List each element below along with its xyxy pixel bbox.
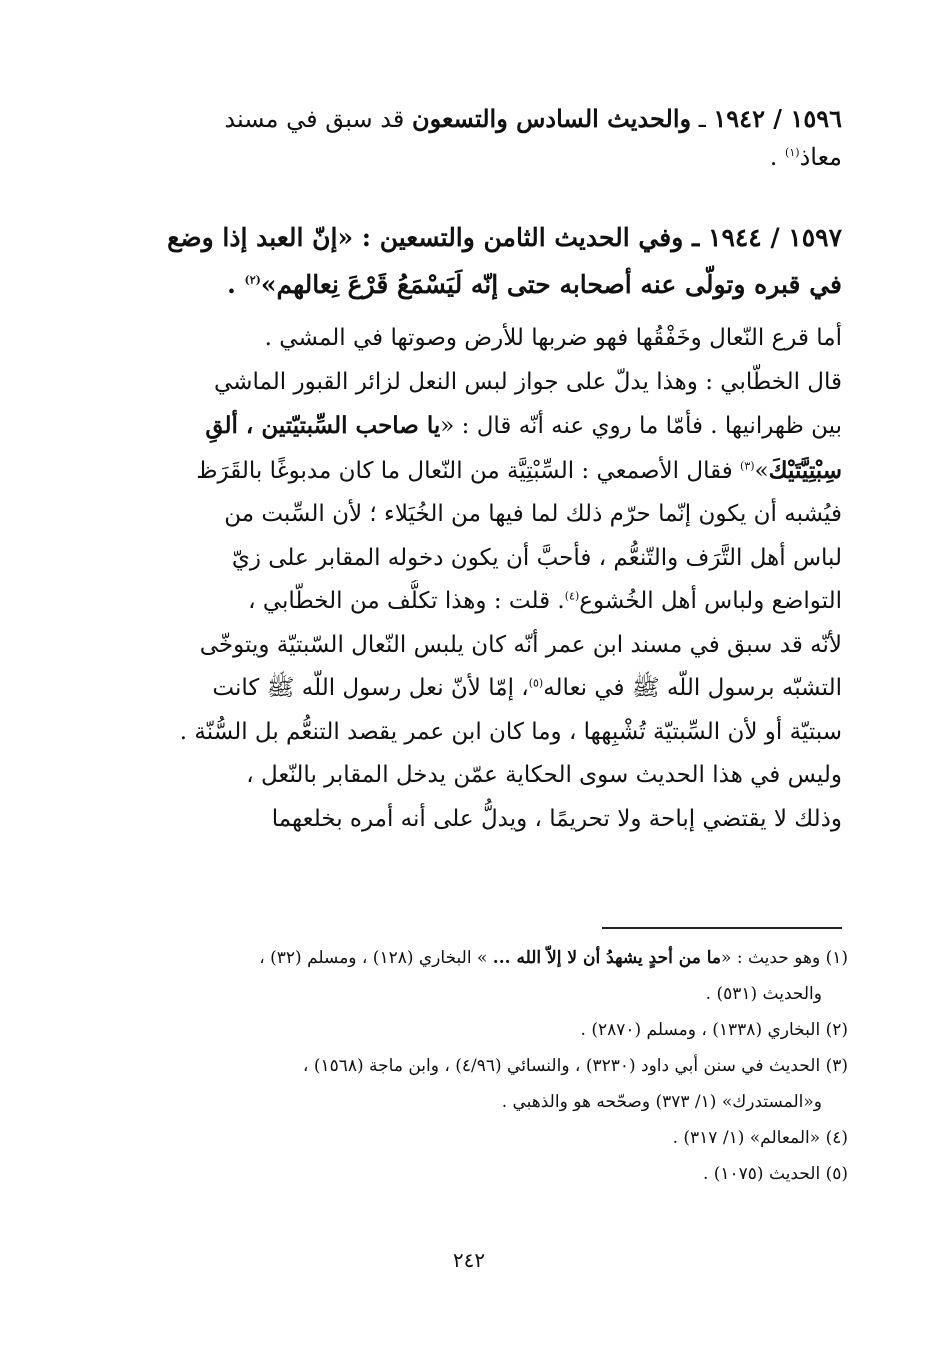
body-line-6: لباس أهل التَّرَف والتّنعُّم ، فأحبَّ أن يكون دخوله المقابر على زيّ xyxy=(231,544,842,571)
hadith-heading-1597 xyxy=(102,214,842,308)
footnote-ref-5: (٥) xyxy=(528,676,544,690)
heading-1597-line2-text: في قبره وتولّى عنه أصحابه حتى إنّه لَيَسْمَعُ قَرْعَ نِعالهم» xyxy=(260,270,842,299)
heading-1596-line2 xyxy=(102,138,842,176)
footnote-3: (٣) الحديث في سنن أبي داود (٣٢٣٠) ، والنسائي (٤/٩٦) ، وابن ماجة (١٥٦٨) ، xyxy=(302,1056,848,1076)
commentary-body xyxy=(102,317,842,841)
quoted-hadith-bold-end: سِبْتِيَّتَيْكَ xyxy=(768,456,842,484)
body-line-9-text: التشبّه برسول اللّه ﷺ في نعاله xyxy=(543,675,842,701)
heading-1596-rest: قد سبق في مسند xyxy=(224,105,412,133)
footnote-3-continuation: و«المستدرك» (١/ ٣٧٣) وصحّحه هو والذهبي . xyxy=(501,1092,822,1112)
heading-dash: ـ xyxy=(691,105,714,133)
body-line-7 xyxy=(102,580,842,624)
quoted-hadith-bold: يا صاحب السِّبتيّتين ، ألقِ xyxy=(205,412,441,439)
body-line-9 xyxy=(102,667,842,711)
body-line-8: لأنّه قد سبق في مسند ابن عمر أنّه كان يلبس النّعال السّبتيّة ويتوخّى xyxy=(199,631,842,658)
body-line-7-text: التواضع ولباس أهل الخُشوع xyxy=(579,588,842,614)
heading-1597-line2 xyxy=(102,261,842,308)
heading-1597-end: . xyxy=(227,270,245,299)
footnote-4: (٤) «المعالم» (١/ ٣١٧) . xyxy=(672,1128,848,1148)
body-line-12: وذلك لا يقتضي إباحة ولا تحريمًا ، ويدلُّ على أنه أمره بخلعهما xyxy=(271,805,842,832)
body-line-4-text: فقال الأصمعي : السِّبْتِيَّة من النّعال ما كان مدبوغًا بالقَرَظ xyxy=(196,457,741,484)
heading-1596-line2-text: معاذ xyxy=(799,143,842,171)
footnote-separator xyxy=(602,927,842,929)
heading-1597-line1: ١٥٩٧ / ١٩٤٤ ـ وفي الحديث الثامن والتسعين : «إنّ العبد إذا وضع xyxy=(167,223,842,252)
body-line-2: قال الخطّابي : وهذا يدلّ على جواز لبس النعل لزائر القبور الماشي xyxy=(214,368,842,395)
footnote-1 xyxy=(102,940,848,976)
hadith-heading-1596 xyxy=(102,100,842,176)
heading-1596-title: والحديث السادس والتسعون xyxy=(411,104,692,133)
body-line-7-rest: . قلت : وهذا تكلُّف من الخطّابي ، xyxy=(248,588,565,614)
body-line-11: وليس في هذا الحديث سوى الحكاية عمّن يدخل المقابر بالنّعل ، xyxy=(246,762,842,788)
body-line-3-text: بين ظهرانيها . فأمّا ما روي عنه أنّه قال : « xyxy=(440,413,842,439)
page-number: ٢٤٢ xyxy=(452,1248,486,1272)
footnote-1-continuation: والحديث (٥٣١) . xyxy=(705,984,822,1004)
body-line-4 xyxy=(102,449,842,494)
footnotes xyxy=(102,940,848,1192)
heading-1596-end: . xyxy=(769,143,786,171)
body-line-1: أما قرع النّعال وخَفْقُها فهو ضربها للأرض وصوتها في المشي . xyxy=(264,325,842,351)
body-line-3 xyxy=(102,404,842,449)
footnote-1-text: (١) وهو حديث : « xyxy=(721,948,848,968)
footnote-ref-2: (٢) xyxy=(244,273,261,287)
footnote-ref-3: (٣) xyxy=(740,458,755,472)
body-line-10: سبتيّة أو لأن السِّبتيّة تُشْبِهها ، وما كان ابن عمر يقصد التنعُّم بل السُّنّة . xyxy=(179,718,842,745)
footnote-ref-1: (١) xyxy=(785,146,800,159)
quote-close: » xyxy=(754,457,769,484)
heading-1596-line1 xyxy=(102,100,842,138)
hadith-number-1596: ١٥٩٦ / ١٩٤٢ xyxy=(713,104,842,133)
footnote-5: (٥) الحديث (١٠٧٥) . xyxy=(702,1164,848,1184)
body-line-9-rest: ، إمّا لأنّ نعل رسول اللّه ﷺ كانت xyxy=(212,675,529,701)
body-line-5: فيُشبه أن يكون إنّما حرّم ذلك لما فيها من الخُيَلاء ؛ لأن السِّبت من xyxy=(224,501,842,527)
footnote-2: (٢) البخاري (١٣٣٨) ، ومسلم (٢٨٧٠) . xyxy=(580,1020,848,1040)
footnote-1-sources: » البخاري (١٢٨) ، ومسلم (٣٢) ، xyxy=(259,948,493,968)
footnote-ref-4: (٤) xyxy=(564,589,580,603)
footnote-1-hadith: ما من أحدٍ يشهدُ أن لا إلاّ الله ... xyxy=(492,948,722,968)
